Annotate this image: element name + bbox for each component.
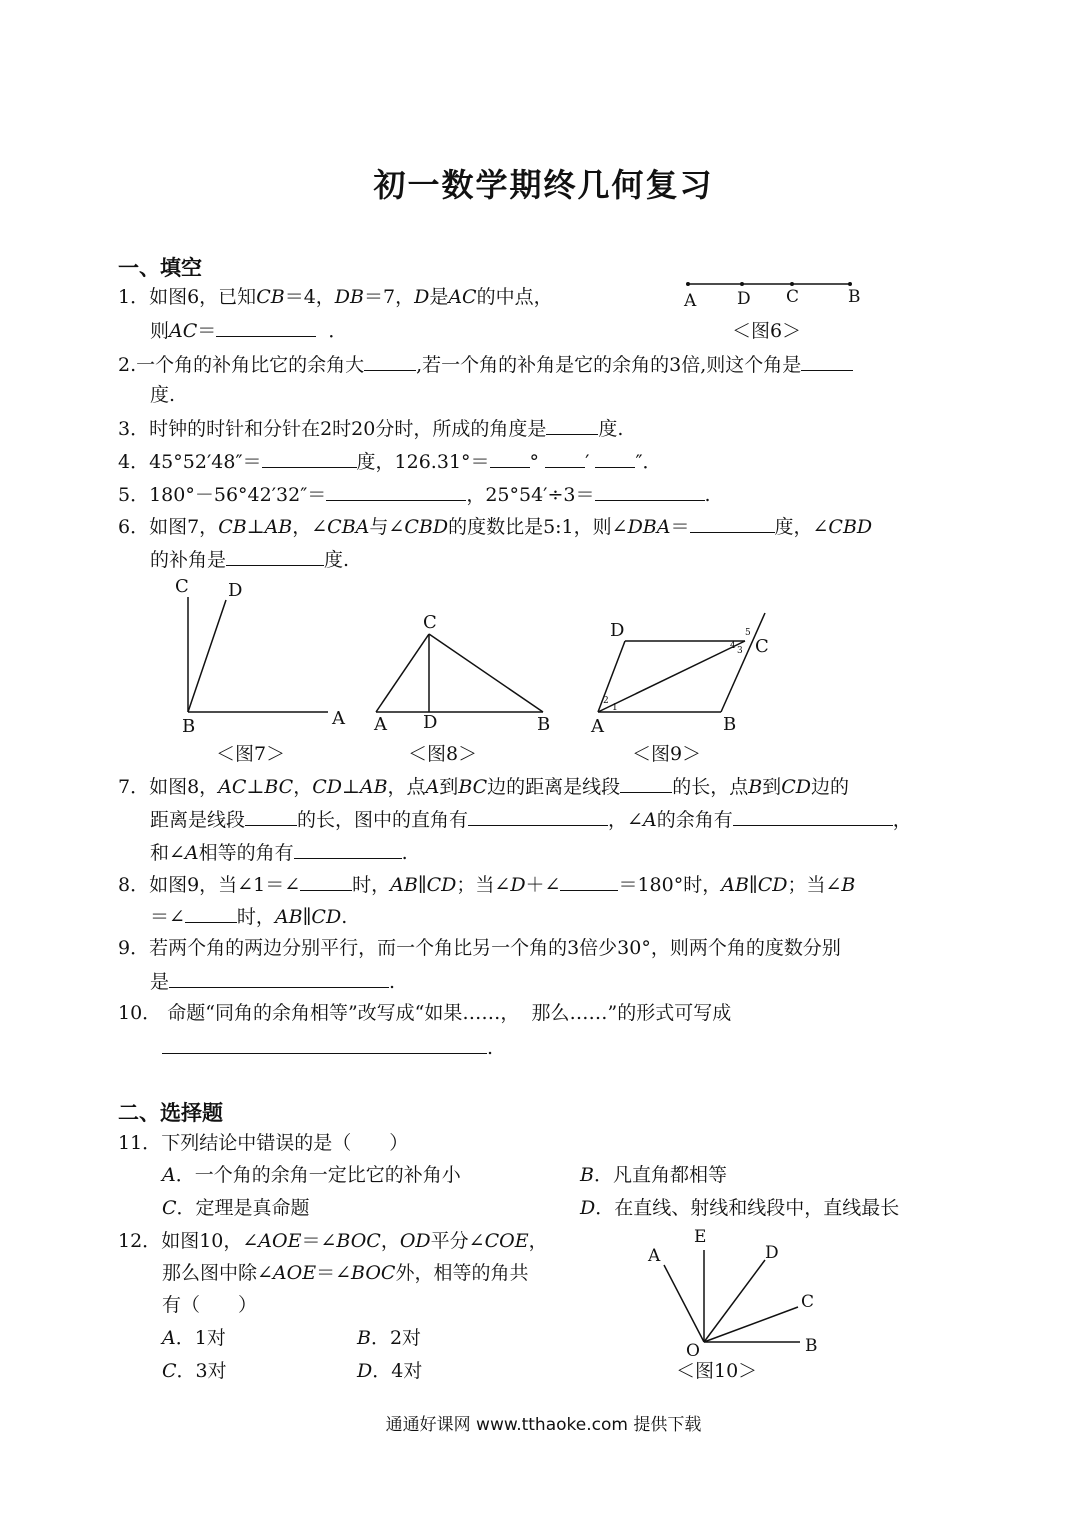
fig8-label-d: D xyxy=(423,712,438,733)
figure-6-caption: ＜图6＞ xyxy=(732,320,802,342)
figure-9 xyxy=(585,608,785,740)
fig10-label-a: A xyxy=(648,1246,661,1266)
fig9-angle-1: 1 xyxy=(612,703,618,713)
answer-blank[interactable] xyxy=(216,316,316,337)
figure-10-caption: ＜图10＞ xyxy=(676,1360,758,1382)
answer-blank[interactable] xyxy=(620,772,672,793)
question-7-line-1: 7．如图8，AC⊥BC，CD⊥AB，点A到BC边的距离是线段 的长，点B到CD边的 xyxy=(118,772,849,800)
fig9-angle-2: 2 xyxy=(603,696,609,706)
question-2-line-2: 度. xyxy=(150,384,176,406)
fig7-label-d: D xyxy=(228,580,243,601)
fig9-label-b: B xyxy=(723,714,737,735)
section-heading-multiple-choice: 二、选择题 xyxy=(118,1101,223,1125)
figure-7 xyxy=(170,572,360,741)
figure-6 xyxy=(680,276,870,320)
question-12-option-c[interactable]: C．3对 xyxy=(162,1360,227,1382)
answer-blank[interactable] xyxy=(690,512,775,533)
question-12-line-2: 那么图中除∠AOE＝∠BOC外，相等的角共 xyxy=(162,1262,529,1284)
question-10-line-2: . xyxy=(162,1033,493,1061)
question-2-line-1: 2.一个角的补角比它的余角大 ,若一个角的补角是它的余角的3倍,则这个角是 xyxy=(118,350,853,378)
question-9-line-2: 是 . xyxy=(150,967,395,995)
question-5: 5．180°－56°42′32″＝ ，25°54′÷3＝ . xyxy=(118,480,711,508)
answer-blank[interactable] xyxy=(490,447,530,468)
question-6-line-1: 6．如图7，CB⊥AB，∠CBA与∠CBD的度数比是5:1，则∠DBA＝ 度，∠CBD xyxy=(118,512,872,540)
figure-9-caption: ＜图9＞ xyxy=(632,743,702,765)
fig10-label-o: O xyxy=(686,1341,700,1361)
fig9-angle-5: 5 xyxy=(745,628,751,638)
question-1-line-1: 1．如图6，已知CB＝4，DB＝7，D是AC的中点， xyxy=(118,286,553,308)
question-8-line-1: 8．如图9，当∠1＝∠ 时，AB∥CD；当∠D＋∠ ＝180°时，AB∥CD；当∠B xyxy=(118,870,855,898)
question-11-option-a[interactable]: A．一个角的余角一定比它的补角小 xyxy=(162,1164,461,1186)
figure-7-caption: ＜图7＞ xyxy=(216,743,286,765)
figure-10 xyxy=(640,1225,840,1364)
question-12-option-d[interactable]: D．4对 xyxy=(357,1360,423,1382)
fig6-label-d: D xyxy=(737,289,751,309)
figure-8-caption: ＜图8＞ xyxy=(408,743,478,765)
answer-blank[interactable] xyxy=(546,414,598,435)
answer-blank[interactable] xyxy=(226,545,324,566)
question-7-line-2: 距离是线段 的长，图中的直角有 ，∠A的余角有 ， xyxy=(150,805,912,833)
answer-blank[interactable] xyxy=(364,350,416,371)
answer-blank[interactable] xyxy=(294,838,402,859)
answer-blank[interactable] xyxy=(245,805,297,826)
fig6-label-b: B xyxy=(848,287,861,307)
answer-blank[interactable] xyxy=(300,870,352,891)
question-11-stem: 11．下列结论中错误的是（ ） xyxy=(118,1132,409,1154)
fig10-label-e: E xyxy=(694,1227,707,1247)
answer-blank[interactable] xyxy=(545,447,585,468)
answer-blank[interactable] xyxy=(595,447,635,468)
question-9-line-1: 9．若两个角的两边分别平行，而一个角比另一个角的3倍少30°，则两个角的度数分别 xyxy=(118,937,841,959)
question-4: 4．45°52′48″＝ 度，126.31°＝ ° ′ ″． xyxy=(118,447,662,475)
question-1-line-2: 则AC＝ ． xyxy=(150,316,347,344)
answer-blank[interactable] xyxy=(162,1033,487,1054)
fig8-label-a: A xyxy=(374,714,387,735)
fig6-label-a: A xyxy=(684,291,697,311)
question-11-option-d[interactable]: D．在直线、射线和线段中，直线最长 xyxy=(580,1197,900,1219)
fig6-label-c: C xyxy=(786,287,800,307)
answer-blank[interactable] xyxy=(262,447,357,468)
answer-blank[interactable] xyxy=(468,805,608,826)
fig10-label-b: B xyxy=(805,1336,818,1356)
fig8-label-c: C xyxy=(423,612,437,633)
answer-blank[interactable] xyxy=(185,902,237,923)
page-footer: 通通好课网 www.tthaoke.com 提供下载 xyxy=(385,1415,702,1435)
question-12-option-b[interactable]: B．2对 xyxy=(357,1327,422,1349)
answer-blank[interactable] xyxy=(560,870,618,891)
question-11-option-c[interactable]: C．定理是真命题 xyxy=(162,1197,310,1219)
question-10-line-1: 10． 命题“同角的余角相等”改写成“如果……， 那么……”的形式可写成 xyxy=(118,1002,732,1024)
fig10-label-c: C xyxy=(801,1292,815,1312)
question-12-line-1: 12．如图10，∠AOE＝∠BOC，OD平分∠COE， xyxy=(118,1230,548,1252)
fig9-angle-4: 4 xyxy=(730,641,736,651)
page-title: 初一数学期终几何复习 xyxy=(373,166,714,204)
fig9-label-a: A xyxy=(591,716,604,737)
fig9-label-d: D xyxy=(610,620,625,641)
question-6-line-2: 的补角是 度. xyxy=(150,545,349,573)
fig7-label-c: C xyxy=(175,576,189,597)
answer-blank[interactable] xyxy=(326,480,466,501)
figure-8 xyxy=(368,608,558,740)
question-11-option-b[interactable]: B．凡直角都相等 xyxy=(580,1164,727,1186)
answer-blank[interactable] xyxy=(169,967,389,988)
section-heading-fill-in: 一、填空 xyxy=(118,256,202,280)
fig8-label-b: B xyxy=(537,714,551,735)
question-12-option-a[interactable]: A．1对 xyxy=(162,1327,226,1349)
question-7-line-3: 和∠A相等的角有 . xyxy=(150,838,408,866)
fig10-label-d: D xyxy=(765,1243,779,1263)
question-8-line-2: ＝∠ 时，AB∥CD. xyxy=(150,902,347,930)
answer-blank[interactable] xyxy=(801,350,853,371)
question-3: 3．时钟的时针和分针在2时20分时，所成的角度是 度. xyxy=(118,414,623,442)
question-12-line-3: 有（ ） xyxy=(162,1294,258,1316)
fig9-angle-3: 3 xyxy=(737,646,743,656)
answer-blank[interactable] xyxy=(733,805,893,826)
fig9-label-c: C xyxy=(755,636,769,657)
answer-blank[interactable] xyxy=(595,480,705,501)
fig7-label-b: B xyxy=(182,716,196,737)
fig7-label-a: A xyxy=(332,708,345,729)
